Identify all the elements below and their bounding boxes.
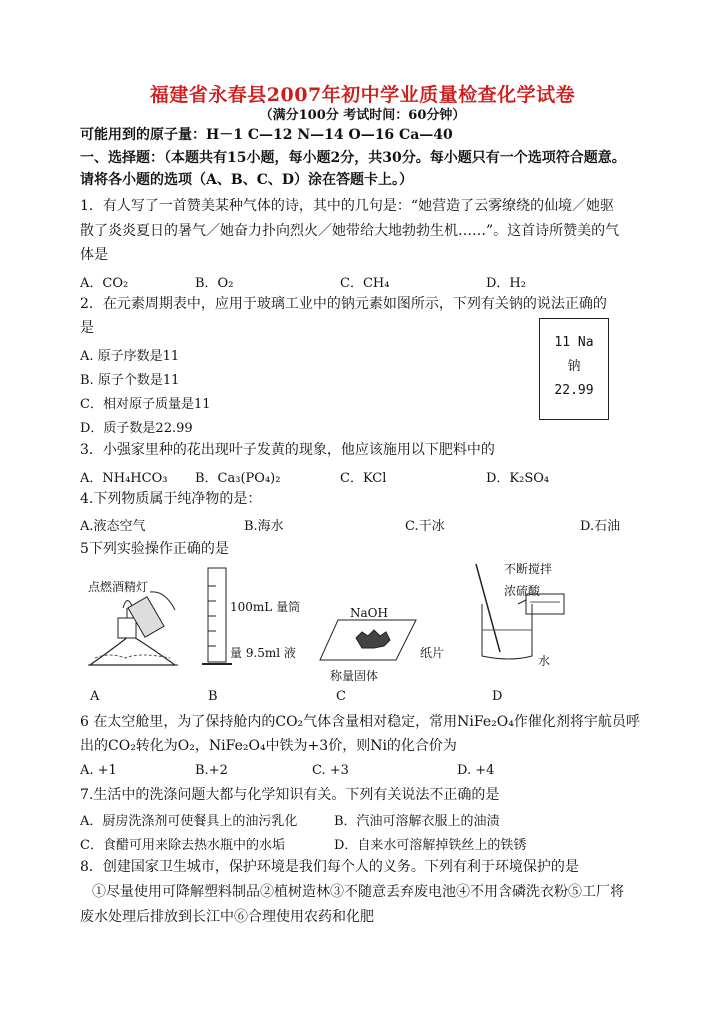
sodium-element-card: [539, 318, 609, 420]
q4-option-a: A.液态空气: [80, 519, 146, 534]
q5-option-c: C: [336, 689, 346, 704]
q4-option-c: C.干冰: [405, 519, 445, 534]
q3-option-b: B．Ca₃(PO₄)₂: [195, 471, 281, 486]
q2-option-d: D．质子数是22.99: [80, 421, 193, 436]
figure-b-label-volume: 量 9.5ml 液: [230, 646, 296, 660]
figure-d-label-stir: 不断搅拌: [504, 562, 553, 576]
q8-line1: 8．创建国家卫生城市，保护环境是我们每个人的义务。下列有利于环境保护的是: [80, 859, 579, 875]
q1-option-a: A．CO₂: [80, 276, 129, 291]
q6-option-a: A. +1: [80, 763, 117, 778]
q7-option-d: D．自来水可溶解掉铁丝上的铁锈: [334, 838, 527, 853]
q5-line1: 5下列实验操作正确的是: [80, 541, 229, 557]
q8-line3: 废水处理后排放到长江中⑥合理使用农药和化肥: [80, 909, 374, 925]
q4-line1: 4.下列物质属于纯净物的是：: [80, 491, 262, 507]
sodium-card-mass: 22.99: [554, 383, 594, 398]
q6-line1: 6 在太空舱里，为了保持舱内的CO₂气体含量相对稳定，常用NiFe₂O₄作催化剂将宇航员呼: [80, 714, 640, 730]
section1-heading-2: 请将各小题的选项（A、B、C、D）涂在答题卡上。）: [80, 172, 413, 188]
q1-option-d: D．H₂: [486, 276, 526, 291]
figure-d-label-water: 水: [538, 654, 551, 668]
sodium-card-name: 钠: [567, 359, 581, 374]
q6-option-c: C. +3: [312, 763, 349, 778]
figure-c-paper: [318, 618, 418, 662]
q1-line3: 体是: [80, 247, 108, 263]
q2-line1: 2．在元素周期表中，应用于玻璃工业中的钠元素如图所示，下列有关钠的说法正确的: [80, 296, 607, 312]
q1-option-c: C．CH₄: [340, 276, 390, 291]
q7-option-c: C．食醋可用来除去热水瓶中的水垢: [80, 838, 285, 853]
figure-b-label-capacity: 100mL 量筒: [230, 600, 301, 614]
q2-option-b: B. 原子个数是11: [80, 373, 180, 388]
q2-option-c: C．相对原子质量是11: [80, 397, 211, 412]
q3-option-a: A．NH₄HCO₃: [80, 471, 168, 486]
q5-option-b: B: [208, 689, 218, 704]
q3-option-d: D．K₂SO₄: [486, 471, 550, 486]
q6-option-d: D. +4: [457, 763, 495, 778]
figure-c-label-naoh: NaOH: [350, 606, 388, 620]
q2-option-a: A. 原子序数是11: [80, 349, 180, 364]
q1-line2: 散了炎炎夏日的暑气／她奋力扑向烈火／她带给大地勃勃生机……”。这首诗所赞美的气: [80, 223, 620, 239]
atomic-masses: 可能用到的原子量：H－1 C—12 N—14 O—16 Ca—40: [80, 127, 453, 143]
q6-line2: 出的CO₂转化为O₂，NiFe₂O₄中铁为+3价，则Ni的化合价为: [80, 738, 457, 754]
section1-heading: 一、选择题：（本题共有15小题，每小题2分，共30分。每小题只有一个选项符合题意。: [80, 150, 626, 166]
q2-line2: 是: [80, 320, 94, 336]
q5-option-a: A: [90, 689, 100, 704]
q4-option-b: B.海水: [244, 519, 284, 534]
q5-option-d: D: [492, 689, 503, 704]
figure-a-label: 点燃酒精灯: [88, 580, 149, 594]
q7-option-a: A．厨房洗涤剂可使餐具上的油污乳化: [80, 814, 298, 829]
q7-option-b: B．汽油可溶解衣服上的油渍: [334, 814, 500, 829]
figure-a-alcohol-lamp: [80, 580, 190, 680]
q1-option-b: B．O₂: [195, 276, 234, 291]
q7-line1: 7.生活中的洗涤问题大都与化学知识有关。下列有关说法不正确的是: [80, 787, 500, 803]
sodium-card-symbol: 11 Na: [554, 335, 594, 350]
figure-c-label-paper: 纸片: [420, 646, 445, 660]
q8-line2: ①尽量使用可降解塑料制品②植树造林③不随意丢弃废电池④不用含磷洗衣粉⑤工厂将: [92, 884, 624, 900]
figure-c-label-weigh: 称量固体: [330, 669, 379, 683]
q4-option-d: D.石油: [580, 519, 621, 534]
q3-option-c: C．KCl: [340, 471, 387, 486]
figure-d-label-acid: 浓硫酸: [504, 584, 541, 598]
exam-subtitle: （满分100分 考试时间：60分钟）: [259, 108, 466, 123]
q3-line1: 3．小强家里种的花出现叶子发黄的现象，他应该施用以下肥料中的: [80, 442, 495, 458]
q1-line1: 1．有人写了一首赞美某种气体的诗，其中的几句是：“她营造了云雾缭绕的仙境／她驱: [80, 198, 615, 214]
q6-option-b: B.+2: [195, 763, 228, 778]
exam-title: 福建省永春县2007年初中学业质量检查化学试卷: [149, 84, 576, 106]
